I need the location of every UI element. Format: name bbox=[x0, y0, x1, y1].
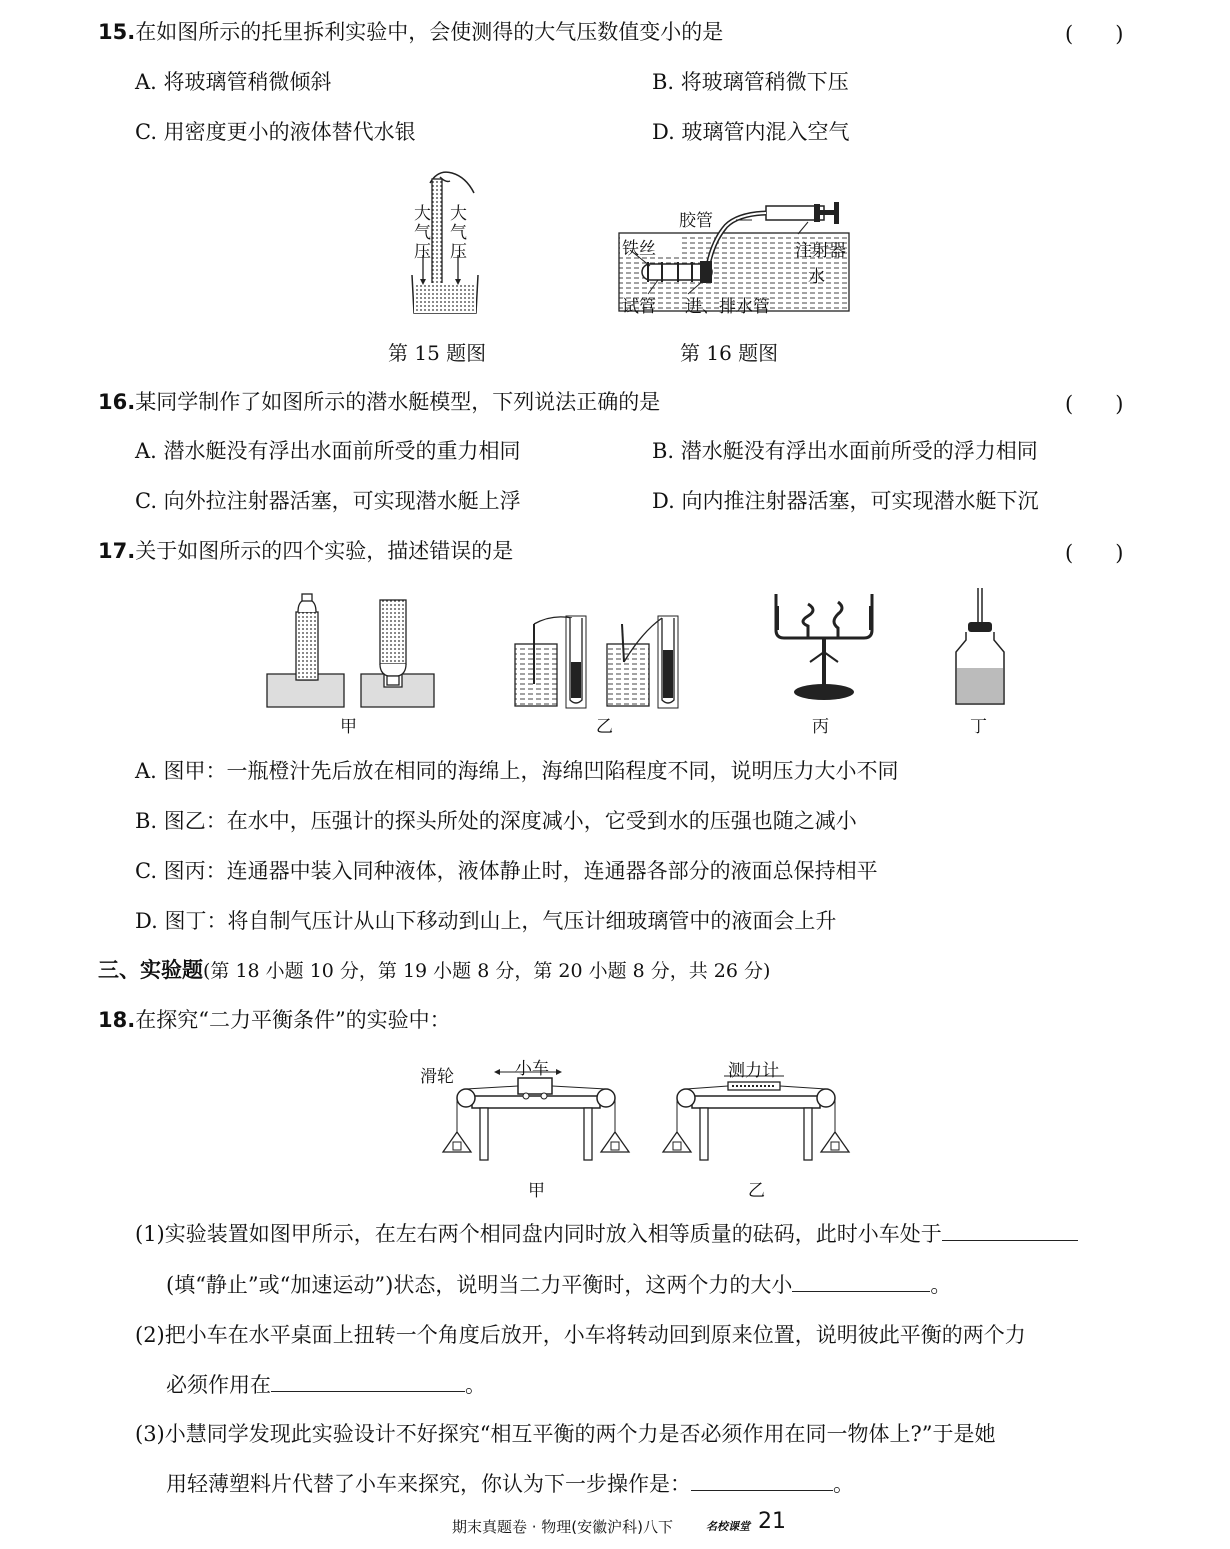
q18-part2-text-b: 必须作用在 bbox=[166, 1373, 271, 1397]
q16-label-tube: 试管 bbox=[622, 297, 656, 317]
q15-number: 15. bbox=[98, 20, 136, 44]
q18-number: 18. bbox=[98, 1008, 136, 1032]
q18-blank-4[interactable] bbox=[691, 1470, 833, 1491]
q18-figure-yi bbox=[658, 1066, 850, 1166]
q18-label-yi: 乙 bbox=[748, 1181, 765, 1201]
page-number: 21 bbox=[758, 1509, 786, 1534]
q17-figure-ding bbox=[952, 588, 1008, 708]
q18-part3-end: 。 bbox=[833, 1472, 854, 1496]
q15-label-left: 大 气 压 bbox=[414, 204, 431, 262]
q18-part1-end: 。 bbox=[930, 1273, 952, 1297]
q17-answer-paren: ( ) bbox=[1065, 541, 1124, 565]
q18-blank-3[interactable] bbox=[271, 1371, 465, 1392]
q16-label-wire: 铁丝 bbox=[622, 239, 656, 259]
q16-option-b: B. 潜水艇没有浮出水面前所受的浮力相同 bbox=[652, 439, 1038, 463]
q15-label-right: 大 气 压 bbox=[450, 204, 467, 262]
q16-option-a: A. 潜水艇没有浮出水面前所受的重力相同 bbox=[135, 439, 521, 463]
q17-label-ding: 丁 bbox=[970, 717, 987, 737]
footer-brand-logo: 名校课堂 bbox=[706, 1520, 750, 1533]
q15-stem bbox=[98, 18, 723, 46]
q18-part3-line1: (3)小慧同学发现此实验设计不好探究“相互平衡的两个力是否必须作用在同一物体上?”于是她 bbox=[135, 1422, 996, 1446]
q17-option-d: D. 图丁：将自制气压计从山下移动到山上，气压计细玻璃管中的液面会上升 bbox=[135, 909, 837, 933]
q16-number: 16. bbox=[98, 390, 136, 414]
q16-option-c: C. 向外拉注射器活塞，可实现潜水艇上浮 bbox=[135, 489, 521, 513]
section3-heading bbox=[98, 956, 770, 985]
q16-stem bbox=[98, 388, 660, 416]
q18-label-jia: 甲 bbox=[528, 1181, 545, 1201]
q15-stem-text: 在如图所示的托里拆利实验中，会使测得的大气压数值变小的是 bbox=[135, 20, 724, 44]
q17-option-c: C. 图丙：连通器中装入同种液体，液体静止时，连通器各部分的液面总保持相平 bbox=[135, 859, 878, 883]
q15-option-a: A. 将玻璃管稍微倾斜 bbox=[135, 70, 332, 94]
q17-figure-yi bbox=[512, 612, 697, 710]
q18-part1-text-b: (填“静止”或“加速运动”)状态，说明当二力平衡时，这两个力的大小 bbox=[166, 1273, 793, 1297]
q16-caption: 第 16 题图 bbox=[680, 341, 779, 365]
q18-part1-line2 bbox=[166, 1271, 951, 1299]
q18-part2-line1: (2)把小车在水平桌面上扭转一个角度后放开，小车将转动回到原来位置，说明彼此平衡的两个力 bbox=[135, 1323, 1026, 1347]
q18-label-cart: 小车 bbox=[515, 1059, 549, 1079]
section3-title: 三、实验题 bbox=[98, 958, 203, 982]
q16-stem-text: 某同学制作了如图所示的潜水艇模型，下列说法正确的是 bbox=[135, 390, 661, 414]
q16-label-syringe: 注射器 bbox=[795, 241, 846, 261]
q18-part3-text-b: 用轻薄塑料片代替了小车来探究，你认为下一步操作是： bbox=[166, 1472, 691, 1496]
q17-option-b: B. 图乙：在水中，压强计的探头所处的深度减小，它受到水的压强也随之减小 bbox=[135, 809, 857, 833]
q17-label-bing: 丙 bbox=[812, 717, 829, 737]
q17-number: 17. bbox=[98, 539, 136, 563]
q18-label-meter: 测力计 bbox=[728, 1061, 779, 1081]
q16-option-d: D. 向内推注射器活塞，可实现潜水艇下沉 bbox=[652, 489, 1039, 513]
q15-option-c: C. 用密度更小的液体替代水银 bbox=[135, 120, 416, 144]
q18-part2-end: 。 bbox=[465, 1373, 486, 1397]
q15-answer-paren: ( ) bbox=[1065, 22, 1124, 46]
q17-label-jia: 甲 bbox=[340, 717, 357, 737]
footer-text: 期末真题卷 · 物理(安徽沪科)八下 bbox=[452, 1518, 674, 1536]
q17-label-yi: 乙 bbox=[596, 717, 613, 737]
q18-part2-line2 bbox=[166, 1371, 486, 1399]
q18-part1-line1 bbox=[135, 1220, 1078, 1248]
q18-stem-text: 在探究“二力平衡条件”的实验中： bbox=[135, 1008, 451, 1032]
q15-option-b: B. 将玻璃管稍微下压 bbox=[652, 70, 849, 94]
q18-figure-jia bbox=[438, 1066, 630, 1166]
q17-figure-bing bbox=[770, 592, 878, 704]
q16-label-water: 水 bbox=[808, 267, 825, 287]
q15-caption: 第 15 题图 bbox=[388, 341, 487, 365]
q16-label-hose: 胶管 bbox=[679, 211, 713, 231]
q18-part1-text-a: (1)实验装置如图甲所示，在左右两个相同盘内同时放入相等质量的砝码，此时小车处于 bbox=[135, 1222, 942, 1246]
q17-stem bbox=[98, 537, 513, 565]
q16-answer-paren: ( ) bbox=[1065, 392, 1124, 416]
q17-stem-text: 关于如图所示的四个实验，描述错误的是 bbox=[135, 539, 514, 563]
section3-note: (第 18 小题 10 分，第 19 小题 8 分，第 20 小题 8 分，共 26 分) bbox=[203, 960, 771, 982]
q18-blank-2[interactable] bbox=[792, 1271, 930, 1292]
q18-label-pulley: 滑轮 bbox=[420, 1067, 454, 1087]
q16-label-pipe: 进、排水管 bbox=[685, 297, 770, 317]
q18-blank-1[interactable] bbox=[942, 1220, 1078, 1241]
q18-stem bbox=[98, 1006, 451, 1034]
q18-part3-line2 bbox=[166, 1470, 854, 1498]
q17-option-a: A. 图甲：一瓶橙汁先后放在相同的海绵上，海绵凹陷程度不同，说明压力大小不同 bbox=[135, 759, 899, 783]
q15-option-d: D. 玻璃管内混入空气 bbox=[652, 120, 850, 144]
q17-figure-jia bbox=[266, 592, 436, 710]
